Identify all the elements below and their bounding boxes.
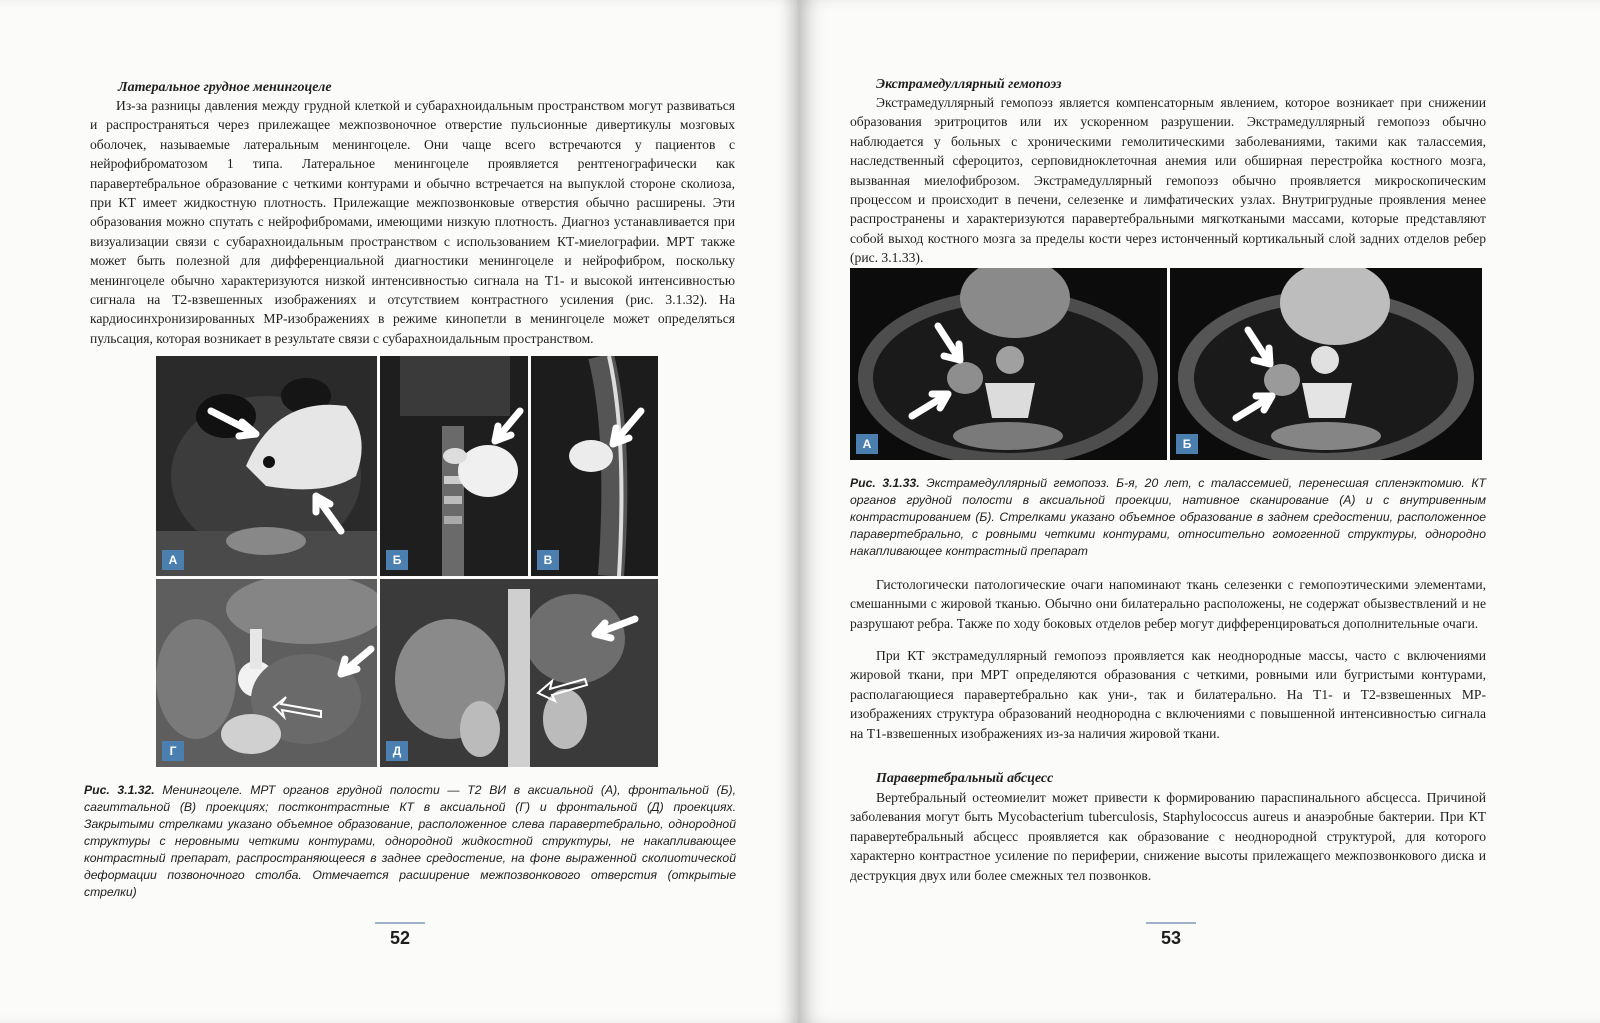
abscess-heading: Паравертебральный абсцесс [876,771,1054,786]
figure-panel-a-label: А [162,550,184,570]
left-page [0,0,798,1023]
figure-3-1-33-panel-b-label: Б [1176,434,1198,454]
meningocele-paragraph: Из-за разницы давления между грудной клеткой и субарахноидальным пространством могут развиваться и распространяться через прилежащее межпозвоночное отверстие пульсионные дивертикулы мозговых оболочек, называемые латеральным менингоцеле. Они чаще всего встречаются у пациентов с нейрофиброматозом 1 типа. Латеральное менингоцеле проявляется рентгенографически как паравертебральное образование с четкими контурами и обычно встречается на выпуклой стороне сколиоза, при КТ имеет жидкостную плотность. Прилежащие межпозвонковые отверстия обычно расширены. Эти образования можно спутать с нейрофибромами, имеющими низкую плотность. Диагноз устанавливается при визуализации связи с субарахноидальным пространством с использованием КТ-миелографии. МРТ также может быть полезной для дифференциальной диагностики менингоцеле и нейрофибром, поскольку менингоцеле обычно характеризуются низкой интенсивностью сигнала на Т1- и высокой интенсивностью сигнала на Т2-взвешенных изображениях и отсутствием контрастного усиления (рис. 3.1.32). На кардиосинхронизированных МР-изображениях в режиме кинопетли в менингоцеле может определяться пульсация, которая возникает в результате связи с субарахноидальным пространством. [90,98,735,346]
hemopoiesis-paragraph: Экстрамедуллярный гемопоэз является компенсаторным явлением, которое возникает при снижении образования эритроцитов или их ускоренном разрушении. Экстрамедуллярный гемопоэз обычно наблюдается у больных с хроническими гемолитическими заболеваниями, такими как талассемия, наследственный сфероцитоз, серповидноклеточная анемия или обширная перестройка костного мозга, вызванная миелофиброзом. Экстрамедуллярный гемопоэз обычно проявляется микроскопическим процессом и происходит в печени, селезенке и лимфатических узлах. Внутригрудные проявления менее распространены и характеризуются паравертебральными мягкоткаными массами, которые представляют собой выход костного мозга за пределы кости через истонченный кортикальный слой задних отделов ребер (рис. 3.1.33). [850,95,1486,266]
figure-3-1-32-caption [84,782,736,901]
figure-panel-c [531,356,658,576]
figure-3-1-33-panel-a-label: А [856,434,878,454]
abscess-paragraph: Вертебральный остеомиелит может привести к формированию параспинального абсцесса. Причиной заболевания могут быть Mycobacterium tuberculosis, Staphylococcus aureus и анаэробные бактерии. При КТ паравертебральный абсцесс проявляется как образование с неоднородной структурой, для которого характерно контрастное усиление по периферии, снижение высоты прилежащего межпозвонкового диска и деструкция двух или более смежных тел позвонков. [850,790,1486,883]
figure-3-1-33-caption-text: Экстрамедуллярный гемопоэз. Б-я, 20 лет, с талассемией, перенесшая спленэктомию. КТ органов грудной полости в аксиальной проекции, нативное сканирование (А) и с внутривенным контрастированием (Б). Стрелками указано объемное образование в заднем средостении, расположенное паравертебрально, с ровными четкими контурами, относительно гомогенной структуры, однородно накапливающее контрастный препарат [850,476,1486,558]
right-page [798,0,1600,1023]
figure-panel-d-label: Г [162,741,184,761]
figure-3-1-32-caption-label: Рис. 3.1.32. [84,783,155,797]
figure-3-1-33-panel-a [850,268,1167,460]
figure-3-1-33-caption [850,475,1486,560]
figure-3-1-33-panel-b [1170,268,1482,460]
meningocele-heading: Латеральное грудное менингоцеле [118,80,332,95]
figure-panel-a [156,356,377,576]
page-number-left: 52 [375,922,425,949]
figure-3-1-33-caption-label: Рис. 3.1.33. [850,476,920,490]
figure-panel-e-label: Д [386,741,408,761]
histology-paragraph: Гистологически патологические очаги напоминают ткань селезенки с гемопоэтическими элементами, смешанными с жировой тканью. Обычно они билатерально расположены, не содержат обызвествлений и не разрушают ребра. Также по ходу боковых отделов ребер могут дифференцироваться дополнительные очаги. [850,577,1486,631]
figure-panel-b [380,356,528,576]
figure-panel-e [380,579,658,767]
page-number-right: 53 [1146,922,1196,949]
figure-panel-d [156,579,377,767]
ct-paragraph: При КТ экстрамедуллярный гемопоэз проявляется как неоднородные массы, часто с включениями жировой ткани, при МРТ определяются образования с четкими, ровными или бугристыми контурами, располагающиеся паравертебрально как уни-, так и билатерально. На Т1- и Т2-взвешенных МР-изображениях структура образований неоднородна с включениями с повышенной интенсивностью сигнала на Т1-взвешенных изображениях из-за наличия жировой ткани. [850,648,1486,741]
hemopoiesis-heading: Экстрамедуллярный гемопоэз [876,77,1062,92]
figure-panel-b-label: Б [386,550,408,570]
figure-3-1-32-caption-text: Менингоцеле. МРТ органов грудной полости — Т2 ВИ в аксиальной (А), фронтальной (Б), сагиттальной (В) проекциях; постконтрастные КТ в аксиальной (Г) и фронтальной (Д) проекциях. Закрытыми стрелками указано объемное образование, расположенное слева паравертебрально, однородной структуры с неровными четкими контурами, однородной жидкостной структуры, не накапливающее контрастный препарат, распространяющееся в заднее средостение, на фоне выраженной сколиотической деформации позвоночного столба. Отмечается расширение межпозвонкового отверстия (открытые стрелки) [84,783,736,899]
figure-panel-c-label: В [537,550,559,570]
